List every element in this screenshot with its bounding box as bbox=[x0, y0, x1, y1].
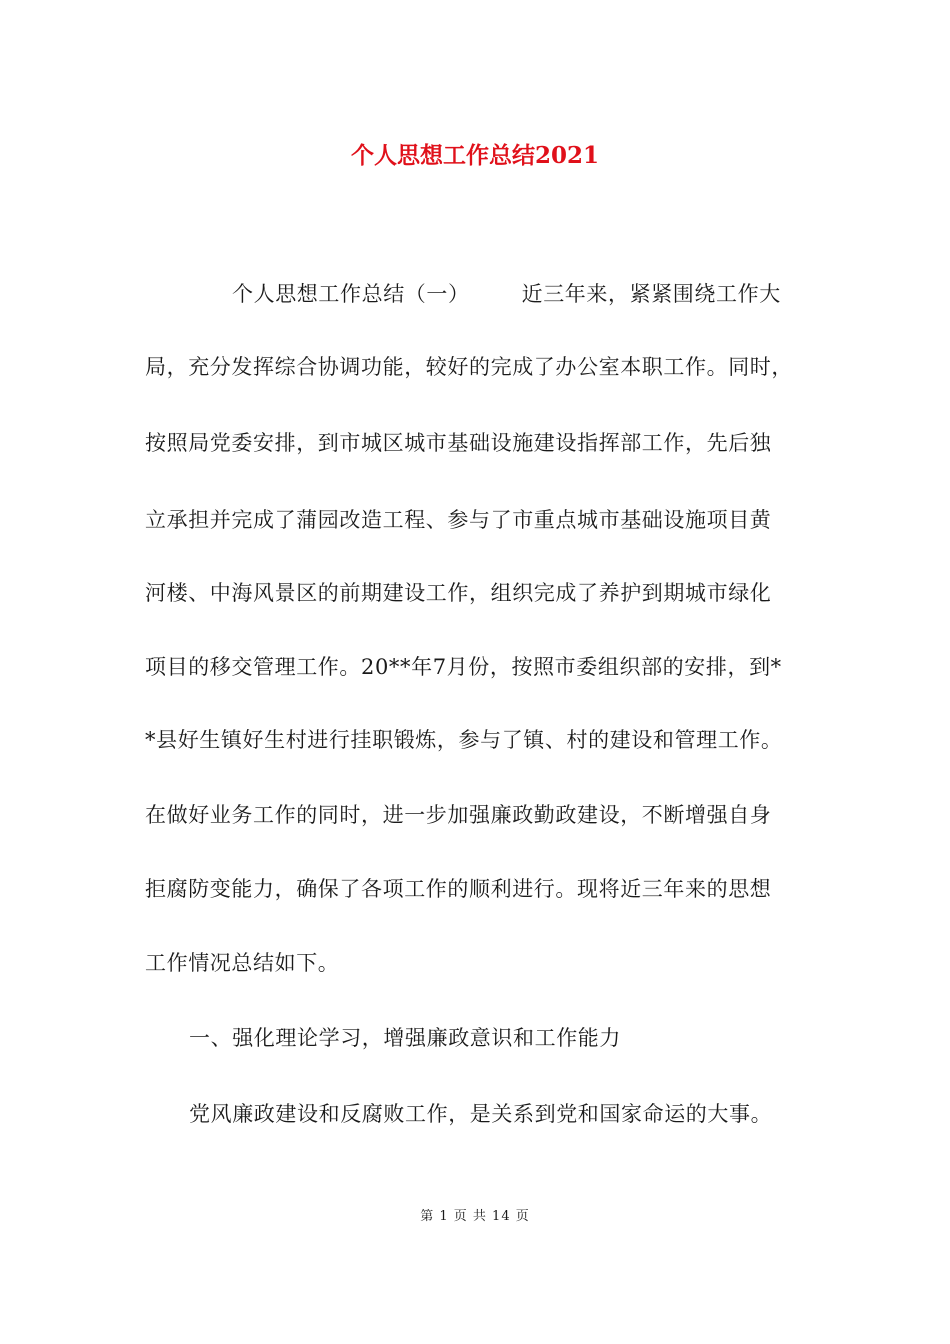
document-title: 个人思想工作总结2021 bbox=[350, 142, 599, 169]
section-heading: 个人思想工作总结（一） bbox=[232, 282, 470, 306]
text-line-6: 项目的移交管理工作。20**年7月份，按照市委组织部的安排，到* bbox=[145, 655, 782, 679]
text-line-10: 工作情况总结如下。 bbox=[145, 951, 340, 975]
text-line-9: 拒腐防变能力，确保了各项工作的顺利进行。现将近三年来的思想 bbox=[145, 877, 772, 901]
first-line bbox=[232, 279, 781, 309]
text-line-7: *县好生镇好生村进行挂职锻炼，参与了镇、村的建设和管理工作。 bbox=[145, 728, 783, 752]
section-subheading: 一、强化理论学习，增强廉政意识和工作能力 bbox=[189, 1026, 621, 1050]
page-number-footer: 第 1 页 共 14 页 bbox=[420, 1209, 530, 1224]
paragraph-start: 党风廉政建设和反腐败工作，是关系到党和国家命运的大事。 bbox=[189, 1102, 773, 1126]
text-line-8: 在做好业务工作的同时，进一步加强廉政勤政建设，不断增强自身 bbox=[145, 803, 772, 827]
text-line-2: 局，充分发挥综合协调功能，较好的完成了办公室本职工作。同时， bbox=[145, 355, 793, 379]
text-line-4: 立承担并完成了蒲园改造工程、参与了市重点城市基础设施项目黄 bbox=[145, 508, 772, 532]
text-line-5: 河楼、中海风景区的前期建设工作，组织完成了养护到期城市绿化 bbox=[145, 581, 772, 605]
text-line-3: 按照局党委安排，到市城区城市基础设施建设指挥部工作，先后独 bbox=[145, 431, 772, 455]
text-line-1: 近三年来，紧紧围绕工作大 bbox=[521, 282, 781, 306]
